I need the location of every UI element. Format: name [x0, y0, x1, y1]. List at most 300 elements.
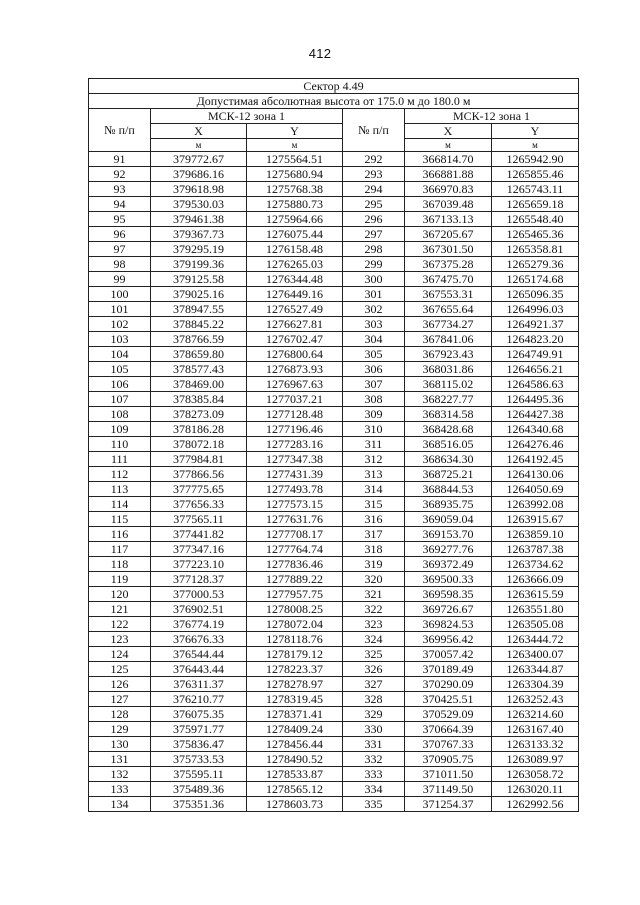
point-number-left: 122: [89, 617, 151, 632]
point-number-left: 108: [89, 407, 151, 422]
table-row: [89, 497, 579, 512]
point-number-left: 100: [89, 287, 151, 302]
table-row: [89, 557, 579, 572]
point-number-left: 132: [89, 767, 151, 782]
point-number-right: 303: [343, 317, 405, 332]
y-value-right: 1265358.81: [492, 242, 579, 257]
x-value-left: 376311.37: [151, 677, 247, 692]
table-row: [89, 797, 579, 812]
x-value-right: 370529.09: [405, 707, 492, 722]
y-value-left: 1278603.73: [247, 797, 343, 812]
x-value-right: 370425.51: [405, 692, 492, 707]
point-number-left: 127: [89, 692, 151, 707]
y-value-right: 1265855.46: [492, 167, 579, 182]
table-row: [89, 617, 579, 632]
y-value-left: 1277764.74: [247, 542, 343, 557]
point-number-right: 325: [343, 647, 405, 662]
y-value-left: 1276800.64: [247, 347, 343, 362]
point-number-left: 130: [89, 737, 151, 752]
point-number-left: 119: [89, 572, 151, 587]
x-value-left: 379199.36: [151, 257, 247, 272]
point-number-right: 316: [343, 512, 405, 527]
point-number-right: 326: [343, 662, 405, 677]
table-row: [89, 272, 579, 287]
y-value-left: 1276967.63: [247, 377, 343, 392]
x-value-right: 368314.58: [405, 407, 492, 422]
x-value-right: 369277.76: [405, 542, 492, 557]
y-value-left: 1275768.38: [247, 182, 343, 197]
x-value-right: 367553.31: [405, 287, 492, 302]
y-value-left: 1277493.78: [247, 482, 343, 497]
y-value-right: 1263304.39: [492, 677, 579, 692]
unit-x-left: м: [151, 139, 247, 152]
y-value-right: 1263992.08: [492, 497, 579, 512]
point-number-right: 321: [343, 587, 405, 602]
point-number-left: 106: [89, 377, 151, 392]
y-value-left: 1278533.87: [247, 767, 343, 782]
y-value-right: 1264340.68: [492, 422, 579, 437]
x-value-right: 371011.50: [405, 767, 492, 782]
point-number-left: 99: [89, 272, 151, 287]
point-number-right: 293: [343, 167, 405, 182]
sector-title: Сектор 4.49: [89, 79, 579, 94]
coordinates-table: [88, 78, 579, 812]
y-value-left: 1277037.21: [247, 392, 343, 407]
x-value-left: 379772.67: [151, 152, 247, 167]
point-number-left: 109: [89, 422, 151, 437]
y-value-left: 1277631.76: [247, 512, 343, 527]
table-row: [89, 407, 579, 422]
table-row: [89, 722, 579, 737]
y-value-right: 1263089.97: [492, 752, 579, 767]
y-value-left: 1276527.49: [247, 302, 343, 317]
x-value-left: 378766.59: [151, 332, 247, 347]
point-number-left: 116: [89, 527, 151, 542]
table-row: [89, 242, 579, 257]
point-number-left: 124: [89, 647, 151, 662]
table-row: [89, 632, 579, 647]
x-value-left: 377000.53: [151, 587, 247, 602]
y-value-right: 1263058.72: [492, 767, 579, 782]
y-value-right: 1265465.36: [492, 227, 579, 242]
y-value-right: 1264050.69: [492, 482, 579, 497]
y-value-left: 1275880.73: [247, 197, 343, 212]
table-header: [89, 79, 579, 152]
x-value-right: 369500.33: [405, 572, 492, 587]
table-row: [89, 452, 579, 467]
point-number-right: 329: [343, 707, 405, 722]
y-value-left: 1278179.12: [247, 647, 343, 662]
x-value-left: 379618.98: [151, 182, 247, 197]
x-value-left: 378469.00: [151, 377, 247, 392]
point-number-left: 128: [89, 707, 151, 722]
x-value-right: 370905.75: [405, 752, 492, 767]
table-row: [89, 257, 579, 272]
point-number-left: 95: [89, 212, 151, 227]
x-value-right: 370290.09: [405, 677, 492, 692]
y-value-right: 1263344.87: [492, 662, 579, 677]
table-row: [89, 782, 579, 797]
unit-x-right: м: [405, 139, 492, 152]
x-value-right: 368844.53: [405, 482, 492, 497]
point-number-left: 126: [89, 677, 151, 692]
x-value-left: 378947.55: [151, 302, 247, 317]
table-row: [89, 227, 579, 242]
x-value-right: 369372.49: [405, 557, 492, 572]
x-value-left: 376774.19: [151, 617, 247, 632]
x-value-right: 370189.49: [405, 662, 492, 677]
y-value-right: 1263252.43: [492, 692, 579, 707]
x-value-left: 379530.03: [151, 197, 247, 212]
point-number-right: 307: [343, 377, 405, 392]
x-value-right: 370664.39: [405, 722, 492, 737]
point-number-right: 308: [343, 392, 405, 407]
num-header-left: № п/п: [89, 109, 151, 152]
table-row: [89, 467, 579, 482]
point-number-right: 328: [343, 692, 405, 707]
point-number-right: 304: [343, 332, 405, 347]
point-number-left: 104: [89, 347, 151, 362]
point-number-left: 97: [89, 242, 151, 257]
table-row: [89, 302, 579, 317]
x-value-right: 368115.02: [405, 377, 492, 392]
y-value-right: 1265659.18: [492, 197, 579, 212]
y-value-right: 1263615.59: [492, 587, 579, 602]
x-value-left: 379367.73: [151, 227, 247, 242]
y-header-right: Y: [492, 124, 579, 139]
sector-title-row: [89, 79, 579, 94]
y-value-left: 1277196.46: [247, 422, 343, 437]
x-value-right: 368935.75: [405, 497, 492, 512]
y-value-right: 1263666.09: [492, 572, 579, 587]
y-value-left: 1276158.48: [247, 242, 343, 257]
x-value-right: 367039.48: [405, 197, 492, 212]
x-value-right: 367301.50: [405, 242, 492, 257]
y-value-right: 1264656.21: [492, 362, 579, 377]
unit-y-right: м: [492, 139, 579, 152]
y-value-left: 1275680.94: [247, 167, 343, 182]
point-number-left: 94: [89, 197, 151, 212]
y-value-left: 1277889.22: [247, 572, 343, 587]
x-value-right: 367841.06: [405, 332, 492, 347]
y-value-right: 1263444.72: [492, 632, 579, 647]
x-value-left: 379025.16: [151, 287, 247, 302]
point-number-right: 298: [343, 242, 405, 257]
x-value-left: 379295.19: [151, 242, 247, 257]
y-value-right: 1263167.40: [492, 722, 579, 737]
point-number-right: 333: [343, 767, 405, 782]
zone-label-right: МСК-12 зона 1: [405, 109, 579, 124]
y-value-left: 1278565.12: [247, 782, 343, 797]
y-value-left: 1276449.16: [247, 287, 343, 302]
table-row: [89, 752, 579, 767]
point-number-left: 118: [89, 557, 151, 572]
y-value-right: 1264921.37: [492, 317, 579, 332]
point-number-right: 327: [343, 677, 405, 692]
point-number-left: 111: [89, 452, 151, 467]
x-value-right: 370057.42: [405, 647, 492, 662]
table-body: [89, 152, 579, 812]
y-value-left: 1277836.46: [247, 557, 343, 572]
x-value-left: 377866.56: [151, 467, 247, 482]
x-value-right: 367133.13: [405, 212, 492, 227]
y-value-left: 1278118.76: [247, 632, 343, 647]
y-value-left: 1277283.16: [247, 437, 343, 452]
point-number-right: 311: [343, 437, 405, 452]
x-value-right: 368227.77: [405, 392, 492, 407]
point-number-right: 317: [343, 527, 405, 542]
y-value-right: 1263915.67: [492, 512, 579, 527]
y-value-right: 1264823.20: [492, 332, 579, 347]
x-value-right: 368428.68: [405, 422, 492, 437]
y-value-right: 1264276.46: [492, 437, 579, 452]
x-value-left: 379461.38: [151, 212, 247, 227]
y-value-left: 1278278.97: [247, 677, 343, 692]
table-row: [89, 602, 579, 617]
table-row: [89, 647, 579, 662]
y-value-right: 1263505.08: [492, 617, 579, 632]
x-value-left: 375595.11: [151, 767, 247, 782]
point-number-right: 320: [343, 572, 405, 587]
x-value-left: 377347.16: [151, 542, 247, 557]
x-value-left: 377128.37: [151, 572, 247, 587]
y-value-right: 1263551.80: [492, 602, 579, 617]
y-value-right: 1264996.03: [492, 302, 579, 317]
x-value-left: 378577.43: [151, 362, 247, 377]
x-value-right: 368516.05: [405, 437, 492, 452]
point-number-left: 129: [89, 722, 151, 737]
x-value-left: 378845.22: [151, 317, 247, 332]
point-number-right: 322: [343, 602, 405, 617]
point-number-left: 134: [89, 797, 151, 812]
x-value-right: 366970.83: [405, 182, 492, 197]
point-number-left: 123: [89, 632, 151, 647]
x-value-right: 368031.86: [405, 362, 492, 377]
x-value-left: 375836.47: [151, 737, 247, 752]
y-value-left: 1278409.24: [247, 722, 343, 737]
y-value-left: 1278008.25: [247, 602, 343, 617]
zone-label-left: МСК-12 зона 1: [151, 109, 343, 124]
y-value-left: 1278490.52: [247, 752, 343, 767]
point-number-left: 93: [89, 182, 151, 197]
x-value-right: 366814.70: [405, 152, 492, 167]
point-number-right: 300: [343, 272, 405, 287]
x-value-left: 377984.81: [151, 452, 247, 467]
x-value-right: 368634.30: [405, 452, 492, 467]
x-value-left: 378273.09: [151, 407, 247, 422]
y-value-right: 1263020.11: [492, 782, 579, 797]
table-row: [89, 437, 579, 452]
y-value-left: 1276265.03: [247, 257, 343, 272]
table-row: [89, 692, 579, 707]
x-value-left: 375733.53: [151, 752, 247, 767]
table-row: [89, 662, 579, 677]
height-range-row: [89, 94, 579, 109]
x-value-left: 377565.11: [151, 512, 247, 527]
x-value-right: 367375.28: [405, 257, 492, 272]
point-number-right: 314: [343, 482, 405, 497]
table-row: [89, 287, 579, 302]
point-number-right: 299: [343, 257, 405, 272]
x-header-right: X: [405, 124, 492, 139]
y-value-left: 1278223.37: [247, 662, 343, 677]
x-value-right: 369956.42: [405, 632, 492, 647]
x-value-right: 370767.33: [405, 737, 492, 752]
y-value-left: 1277347.38: [247, 452, 343, 467]
x-value-left: 376210.77: [151, 692, 247, 707]
y-value-right: 1263214.60: [492, 707, 579, 722]
table-row: [89, 527, 579, 542]
point-number-left: 92: [89, 167, 151, 182]
x-value-left: 379125.58: [151, 272, 247, 287]
point-number-right: 294: [343, 182, 405, 197]
x-value-right: 369153.70: [405, 527, 492, 542]
point-number-left: 101: [89, 302, 151, 317]
table-row: [89, 317, 579, 332]
x-value-left: 378659.80: [151, 347, 247, 362]
table-row: [89, 767, 579, 782]
table-row: [89, 422, 579, 437]
x-value-left: 378385.84: [151, 392, 247, 407]
y-value-right: 1263734.62: [492, 557, 579, 572]
x-value-right: 367923.43: [405, 347, 492, 362]
x-value-left: 377441.82: [151, 527, 247, 542]
x-value-right: 369824.53: [405, 617, 492, 632]
x-value-right: 371254.37: [405, 797, 492, 812]
y-header-left: Y: [247, 124, 343, 139]
table-row: [89, 677, 579, 692]
point-number-right: 313: [343, 467, 405, 482]
y-value-right: 1264495.36: [492, 392, 579, 407]
y-value-right: 1265174.68: [492, 272, 579, 287]
table-row: [89, 542, 579, 557]
point-number-left: 105: [89, 362, 151, 377]
point-number-left: 117: [89, 542, 151, 557]
point-number-right: 295: [343, 197, 405, 212]
point-number-left: 107: [89, 392, 151, 407]
x-value-left: 376544.44: [151, 647, 247, 662]
axis-header-row: [89, 124, 579, 139]
page-number: 412: [308, 46, 332, 61]
x-value-right: 369598.35: [405, 587, 492, 602]
point-number-left: 103: [89, 332, 151, 347]
x-value-right: 367475.70: [405, 272, 492, 287]
y-value-right: 1262992.56: [492, 797, 579, 812]
point-number-right: 310: [343, 422, 405, 437]
y-value-left: 1275564.51: [247, 152, 343, 167]
point-number-right: 323: [343, 617, 405, 632]
point-number-left: 113: [89, 482, 151, 497]
point-number-right: 306: [343, 362, 405, 377]
x-value-right: 366881.88: [405, 167, 492, 182]
y-value-right: 1264749.91: [492, 347, 579, 362]
point-number-left: 96: [89, 227, 151, 242]
table-row: [89, 212, 579, 227]
y-value-left: 1277957.75: [247, 587, 343, 602]
x-value-right: 367205.67: [405, 227, 492, 242]
y-value-left: 1277573.15: [247, 497, 343, 512]
table-row: [89, 362, 579, 377]
y-value-right: 1265096.35: [492, 287, 579, 302]
point-number-right: 305: [343, 347, 405, 362]
y-value-left: 1278319.45: [247, 692, 343, 707]
y-value-left: 1276344.48: [247, 272, 343, 287]
point-number-left: 125: [89, 662, 151, 677]
table-row: [89, 347, 579, 362]
x-value-left: 378186.28: [151, 422, 247, 437]
point-number-right: 334: [343, 782, 405, 797]
point-number-right: 296: [343, 212, 405, 227]
y-value-right: 1264427.38: [492, 407, 579, 422]
y-value-right: 1263133.32: [492, 737, 579, 752]
x-value-right: 367655.64: [405, 302, 492, 317]
y-value-right: 1264130.06: [492, 467, 579, 482]
y-value-right: 1264586.63: [492, 377, 579, 392]
point-number-right: 332: [343, 752, 405, 767]
table-row: [89, 707, 579, 722]
table-row: [89, 512, 579, 527]
x-value-left: 377775.65: [151, 482, 247, 497]
y-value-right: 1265279.36: [492, 257, 579, 272]
y-value-left: 1278072.04: [247, 617, 343, 632]
point-number-right: 335: [343, 797, 405, 812]
y-value-left: 1275964.66: [247, 212, 343, 227]
x-value-left: 375489.36: [151, 782, 247, 797]
table-row: [89, 332, 579, 347]
x-value-right: 368725.21: [405, 467, 492, 482]
x-value-left: 375351.36: [151, 797, 247, 812]
y-value-left: 1276075.44: [247, 227, 343, 242]
table-row: [89, 377, 579, 392]
table-row: [89, 482, 579, 497]
point-number-left: 131: [89, 752, 151, 767]
y-value-right: 1263400.07: [492, 647, 579, 662]
unit-row: [89, 139, 579, 152]
x-value-right: 367734.27: [405, 317, 492, 332]
point-number-left: 102: [89, 317, 151, 332]
x-value-left: 376075.35: [151, 707, 247, 722]
y-value-right: 1263787.38: [492, 542, 579, 557]
point-number-left: 114: [89, 497, 151, 512]
point-number-left: 121: [89, 602, 151, 617]
y-value-right: 1265942.90: [492, 152, 579, 167]
point-number-right: 331: [343, 737, 405, 752]
table-row: [89, 167, 579, 182]
x-value-left: 377656.33: [151, 497, 247, 512]
x-header-left: X: [151, 124, 247, 139]
table-row: [89, 587, 579, 602]
zone-header-row: [89, 109, 579, 124]
point-number-left: 98: [89, 257, 151, 272]
point-number-right: 319: [343, 557, 405, 572]
y-value-right: 1264192.45: [492, 452, 579, 467]
x-value-left: 379686.16: [151, 167, 247, 182]
y-value-left: 1276702.47: [247, 332, 343, 347]
y-value-left: 1277431.39: [247, 467, 343, 482]
x-value-left: 375971.77: [151, 722, 247, 737]
point-number-left: 115: [89, 512, 151, 527]
table-row: [89, 182, 579, 197]
y-value-left: 1276627.81: [247, 317, 343, 332]
point-number-right: 324: [343, 632, 405, 647]
x-value-left: 376443.44: [151, 662, 247, 677]
table-row: [89, 197, 579, 212]
y-value-left: 1276873.93: [247, 362, 343, 377]
point-number-right: 318: [343, 542, 405, 557]
table-row: [89, 737, 579, 752]
table-row: [89, 572, 579, 587]
point-number-left: 112: [89, 467, 151, 482]
